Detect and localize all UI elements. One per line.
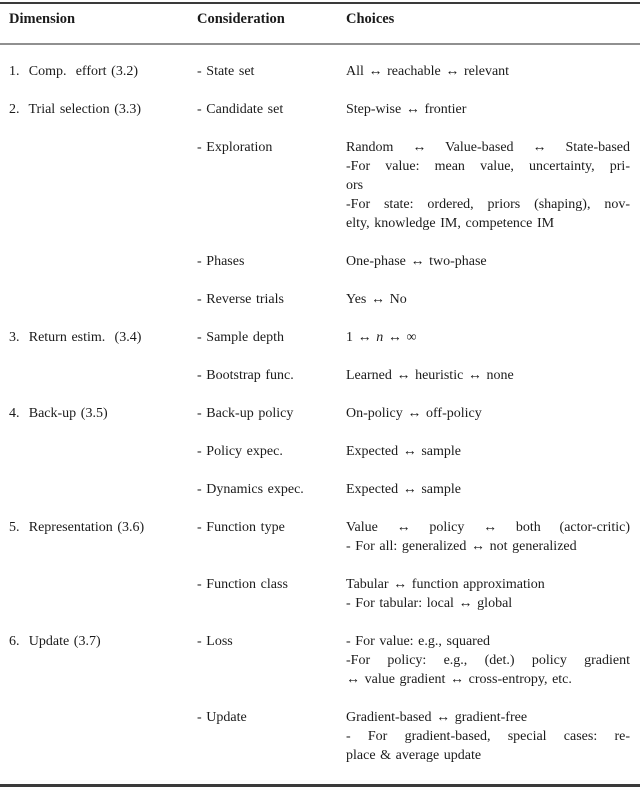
choices-cell — [346, 480, 630, 499]
choices-cell — [346, 100, 630, 119]
dimension-cell — [9, 708, 197, 765]
choices-line: - For all: generalized ↔ not generalized — [346, 539, 577, 554]
table-row — [0, 632, 640, 689]
consideration-cell: - Function type — [197, 520, 285, 535]
consideration-cell: - Candidate set — [197, 102, 284, 117]
dimension-cell: 1. Comp. effort (3.2) — [9, 64, 138, 79]
choices-cell — [346, 404, 630, 423]
choices-line: -For value: mean value, uncertainty, pri- — [346, 159, 630, 174]
dimension-cell — [9, 575, 197, 613]
column-header-consideration: Consideration — [197, 11, 285, 27]
choices-line: Expected ↔ sample — [346, 482, 461, 497]
choices-line: All ↔ reachable ↔ relevant — [346, 64, 510, 79]
table-row — [0, 252, 640, 271]
consideration-cell: - Function class — [197, 577, 288, 592]
table-row — [0, 518, 640, 556]
choices-line: - For tabular: local ↔ global — [346, 596, 513, 611]
choices-cell — [346, 708, 630, 765]
choices-line: One-phase ↔ two-phase — [346, 254, 487, 269]
choices-cell — [346, 290, 630, 309]
dimension-cell — [9, 442, 197, 461]
table-row — [0, 290, 640, 309]
choices-line: Yes ↔ No — [346, 292, 407, 307]
consideration-cell: - Exploration — [197, 140, 273, 155]
consideration-cell: - Reverse trials — [197, 292, 284, 307]
choices-line: Gradient-based ↔ gradient-free — [346, 710, 528, 725]
dimension-cell: 2. Trial selection (3.3) — [9, 102, 142, 117]
choices-line: Learned ↔ heuristic ↔ none — [346, 368, 514, 383]
dimension-cell: 3. Return estim. (3.4) — [9, 330, 142, 345]
choices-line: Value ↔ policy ↔ both (actor-critic) — [346, 520, 630, 535]
choices-cell — [346, 632, 630, 689]
table-row — [0, 328, 640, 347]
table-row — [0, 62, 640, 81]
column-header-dimension: Dimension — [9, 11, 76, 27]
choices-cell — [346, 252, 630, 271]
choices-line: Step-wise ↔ frontier — [346, 102, 467, 117]
table-row — [0, 138, 640, 233]
consideration-cell: - State set — [197, 64, 255, 79]
dimension-cell — [9, 138, 197, 233]
choices-cell — [346, 442, 630, 461]
choices-line: Expected ↔ sample — [346, 444, 461, 459]
dimension-cell — [9, 290, 197, 309]
consideration-cell: - Sample depth — [197, 330, 284, 345]
choices-cell — [346, 575, 630, 613]
consideration-cell: - Loss — [197, 634, 233, 649]
choices-cell — [346, 518, 630, 556]
choices-cell — [346, 62, 630, 81]
choices-line: - For value: e.g., squared — [346, 634, 491, 649]
choices-line: elty, knowledge IM, competence IM — [346, 216, 555, 231]
consideration-cell: - Bootstrap func. — [197, 368, 294, 383]
choices-line: ors — [346, 178, 364, 193]
table-row — [0, 708, 640, 765]
choices-line: -For state: ordered, priors (shaping), nov- — [346, 197, 630, 212]
consideration-cell: - Policy expec. — [197, 444, 283, 459]
choices-cell — [346, 328, 630, 347]
choices-line: Random ↔ Value-based ↔ State-based — [346, 140, 630, 155]
dimension-cell — [9, 252, 197, 271]
consideration-cell: - Update — [197, 710, 247, 725]
table-header-row — [0, 4, 640, 43]
choices-cell — [346, 366, 630, 385]
dimension-cell: 4. Back-up (3.5) — [9, 406, 108, 421]
consideration-cell: - Phases — [197, 254, 245, 269]
choices-line: On-policy ↔ off-policy — [346, 406, 482, 421]
consideration-cell: - Dynamics expec. — [197, 482, 304, 497]
choices-cell — [346, 138, 630, 233]
consideration-cell: - Back-up policy — [197, 406, 294, 421]
dimension-cell: 5. Representation (3.6) — [9, 520, 145, 535]
column-header-choices: Choices — [346, 11, 395, 27]
choices-line: ↔ value gradient ↔ cross-entropy, etc. — [346, 672, 572, 687]
table-body — [0, 45, 640, 765]
choices-line: place & average update — [346, 748, 482, 763]
table-row — [0, 442, 640, 461]
choices-line: Tabular ↔ function approximation — [346, 577, 545, 592]
table-bottom-rule — [0, 784, 640, 787]
choices-line: 1 ↔ n ↔ ∞ — [346, 330, 417, 345]
dimension-cell — [9, 480, 197, 499]
table-row — [0, 575, 640, 613]
table-row — [0, 366, 640, 385]
dimension-cell — [9, 366, 197, 385]
dimension-cell: 6. Update (3.7) — [9, 634, 101, 649]
table-row — [0, 100, 640, 119]
choices-line: -For policy: e.g., (det.) policy gradient — [346, 653, 630, 668]
choices-line: - For gradient-based, special cases: re- — [346, 729, 630, 744]
table-row — [0, 480, 640, 499]
table-row — [0, 404, 640, 423]
